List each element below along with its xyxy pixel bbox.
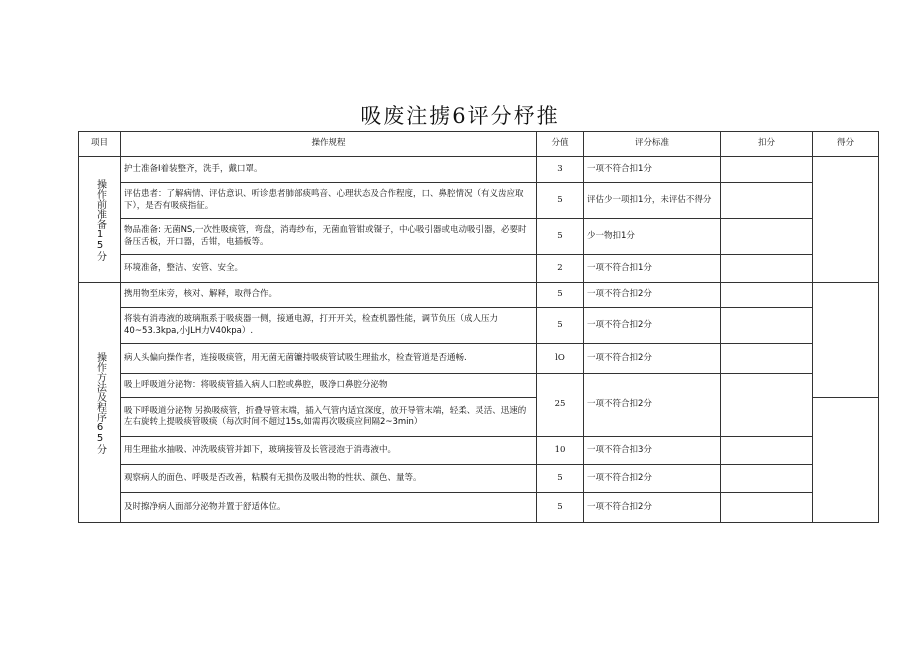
section-label: 操作前准备15分 (94, 178, 106, 261)
header-score: 分值 (537, 132, 584, 157)
score-cell: 5 (537, 465, 584, 493)
procedure-cell: 病人头偏向操作者，连接吸痰管，用无菌无菌镰持吸痰管试吸生理盐水，检查管道是否通畅. (121, 344, 537, 374)
table-row (79, 255, 879, 283)
score-cell: 5 (537, 308, 584, 344)
header-project: 项目 (79, 132, 121, 157)
procedure-cell: 物品准备: 无菌NS,一次性吸痰管，弯盘，消毒纱布，无菌血管钳或镊子，中心吸引器或电动吸引器，必要时备压舌板，开口器，舌钳，电插板等。 (121, 219, 537, 255)
header-row (79, 132, 879, 157)
header-deduct: 扣分 (721, 132, 813, 157)
deduct-cell (721, 374, 813, 437)
score-cell: 3 (537, 157, 584, 183)
deduct-cell (721, 465, 813, 493)
procedure-cell: 吸上呼吸道分泌物：将吸痰管插入病人口腔或鼻腔，吸净口鼻腔分泌物 (121, 374, 537, 398)
procedure-cell: 用生理盐水抽吸、冲洗吸痰管并卸下，玻璃接管及长管浸泡于消毒液中。 (121, 437, 537, 465)
score-cell: 2 (537, 255, 584, 283)
standard-cell: 一项不符合扣2分 (584, 344, 721, 374)
procedure-cell: 护士准备I着装整齐，洗手，戴口罩。 (121, 157, 537, 183)
procedure-cell: 携用物至床旁，核对、解释，取得合作。 (121, 283, 537, 308)
header-obtained: 得分 (813, 132, 879, 157)
standard-cell: 一项不符合扣3分 (584, 437, 721, 465)
score-cell: lO (537, 344, 584, 374)
procedure-cell: 及时擦净病人面部分泌物并置于舒适体位。 (121, 493, 537, 523)
standard-cell: 一项不符合扣1分 (584, 255, 721, 283)
standard-cell: 一项不符合扣2分 (584, 493, 721, 523)
section-label-cell (79, 157, 121, 283)
score-cell: 25 (537, 374, 584, 437)
deduct-cell (721, 437, 813, 465)
table-row (79, 437, 879, 465)
standard-cell: 一项不符合扣2分 (584, 308, 721, 344)
procedure-cell: 评估患者：了解病情、评估意识、听诊患者肺部痰鸣音、心理状态及合作程度，口、鼻腔情况（有义齿应取下），是否有吸痰指征。 (121, 183, 537, 219)
table-row (79, 493, 879, 523)
table-row (79, 344, 879, 374)
deduct-cell (721, 157, 813, 183)
standard-cell: 少一物扣1分 (584, 219, 721, 255)
header-standard: 评分标准 (584, 132, 721, 157)
procedure-cell: 观察病人的面色、呼吸是否改善，粘膜有无损伤及吸出物的性状、颜色、量等。 (121, 465, 537, 493)
deduct-cell (721, 183, 813, 219)
standard-cell: 一项不符合扣1分 (584, 157, 721, 183)
table-row (79, 308, 879, 344)
obtained-cell (813, 157, 879, 283)
deduct-cell (721, 283, 813, 308)
standard-cell: 一项不符合扣2分 (584, 283, 721, 308)
deduct-cell (721, 493, 813, 523)
score-cell: 5 (537, 219, 584, 255)
deduct-cell (721, 344, 813, 374)
procedure-cell: 环境准备，整洁、安管、安全。 (121, 255, 537, 283)
obtained-cell (813, 283, 879, 398)
obtained-cell (813, 398, 879, 523)
section-label-cell (79, 283, 121, 523)
procedure-cell: 吸下呼吸道分泌物 另换吸痰管，折叠导管末端，插入气管内适宜深度，放开导管末端，轻柔、灵活、迅速的左右旋转上提吸痰管吸痰（每次时间不超过15s,如需再次吸痰应间隔2~3min） (121, 398, 537, 437)
deduct-cell (721, 219, 813, 255)
standard-cell: 一项不符合扣2分 (584, 465, 721, 493)
score-cell: 10 (537, 437, 584, 465)
procedure-cell: 将装有消毒液的玻璃瓶系于吸痰器一侧，接通电源，打开开关，检查机器性能，调节负压（成人压力40~53.3kpa,小JLH力V40kpa）. (121, 308, 537, 344)
standard-cell: 一项不符合扣2分 (584, 374, 721, 437)
standard-cell: 评估少一项扣1分，未评估不得分 (584, 183, 721, 219)
deduct-cell (721, 255, 813, 283)
section-label: 操作方法及程序65分 (94, 351, 106, 454)
table-row (79, 465, 879, 493)
deduct-cell (721, 308, 813, 344)
table-row (79, 283, 879, 308)
table-row (79, 157, 879, 183)
table-row (79, 219, 879, 255)
score-cell: 5 (537, 183, 584, 219)
scoring-table (78, 131, 879, 523)
document-title: 吸废注掳6评分杼推 (360, 104, 560, 128)
header-procedure: 操作规程 (121, 132, 537, 157)
table-row (79, 374, 879, 398)
table-row (79, 183, 879, 219)
score-cell: 5 (537, 493, 584, 523)
score-cell: 5 (537, 283, 584, 308)
